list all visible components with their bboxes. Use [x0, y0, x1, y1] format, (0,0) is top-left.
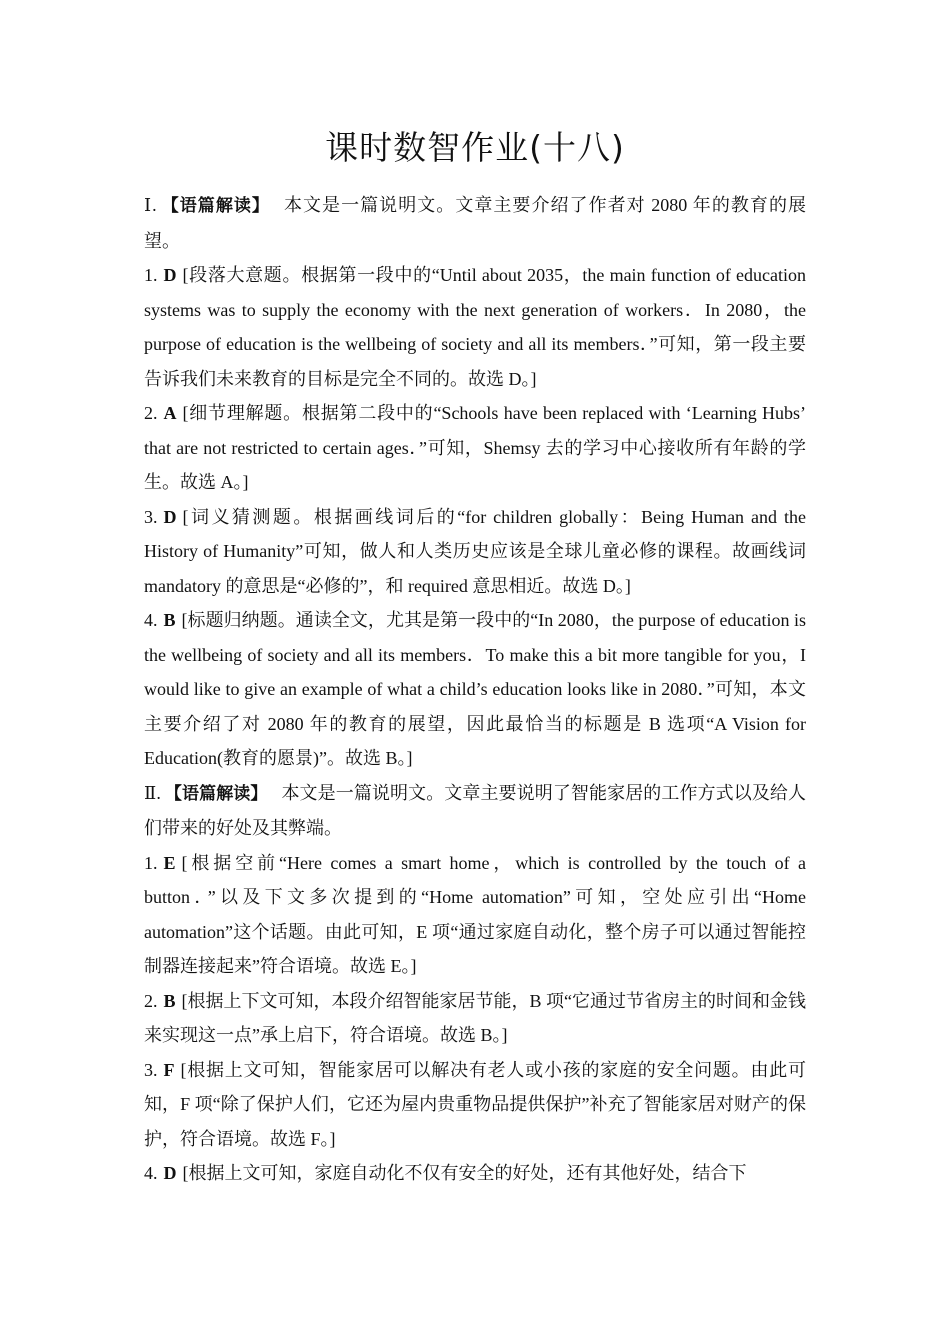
- item-explanation: [词义猜测题。根据画线词后的“for children globally：Being Human and the History of Humanity”可知，做人和人类历史应该是全球儿童必修的课程。故画线词 mandatory 的意思是“必修的”，和 required 意思相近。故选 D。]: [144, 506, 806, 596]
- item-answer: D: [163, 1163, 177, 1183]
- item-number: 3.: [144, 506, 158, 527]
- answer-item: [144, 1156, 806, 1191]
- item-number: 2.: [144, 403, 158, 423]
- item-answer: E: [163, 852, 176, 873]
- item-number: 1.: [144, 852, 158, 873]
- item-number: 2.: [144, 990, 158, 1011]
- section-heading: 【语篇解读】: [160, 196, 270, 216]
- item-explanation: [段落大意题。根据第一段中的“Until about 2035，the main function of education systems was to supply the economy with the next generation of workers．In 2080，the purpose of education is the wellbeing of society and all its members．”可知，第一段主要告诉我们未来教育的目标是完全不同的。故选 D。]: [144, 265, 806, 389]
- item-answer: D: [163, 265, 177, 285]
- item-explanation: [根据上文可知，家庭自动化不仅有安全的好处，还有其他好处，结合下: [182, 1163, 747, 1183]
- section-intro: [144, 188, 806, 258]
- item-answer: B: [163, 610, 176, 630]
- section-2: [144, 776, 806, 1191]
- answer-item: [144, 603, 806, 776]
- section-heading: 【语篇解读】: [164, 783, 268, 804]
- item-answer: F: [163, 1059, 175, 1080]
- item-answer: B: [163, 990, 176, 1011]
- item-answer: A: [163, 403, 177, 423]
- section-number: Ⅱ.: [144, 782, 161, 803]
- item-explanation: [根据空前“Here comes a smart home，which is controlled by the touch of a button．”以及下文多次提到的“Home automation”可知，空处应引出“Home automation”这个话题。由此可知，E 项“通过家庭自动化，整个房子可以通过智能控制器连接起来”符合语境。故选 E。]: [144, 852, 806, 976]
- answer-item: [144, 500, 806, 604]
- section-intro: [144, 776, 806, 846]
- item-explanation: [细节理解题。根据第二段中的“Schools have been replaced with ‘Learning Hubs’ that are not restricted to certain ages．”可知，Shemsy 去的学习中心接收所有年龄的学生。故选 A。]: [144, 403, 806, 492]
- page-title: 课时数智作业(十八): [325, 128, 625, 167]
- answer-item: [144, 846, 806, 984]
- item-explanation: [根据上文可知，智能家居可以解决有老人或小孩的家庭的安全问题。由此可知，F 项“除了保护人们，它还为屋内贵重物品提供保护”补充了智能家居对财产的保护，符合语境。故选 F。]: [144, 1059, 806, 1149]
- item-number: 1.: [144, 265, 158, 285]
- answer-item: [144, 1053, 806, 1157]
- item-number: 3.: [144, 1059, 158, 1080]
- section-intro-text: 本文是一篇说明文。文章主要说明了智能家居的工作方式以及给人们带来的好处及其弊端。: [144, 782, 807, 838]
- answer-item: [144, 984, 806, 1053]
- item-explanation: [标题归纳题。通读全文，尤其是第一段中的“In 2080，the purpose of education is the wellbeing of society and all its members．To make this a bit more tangible for you，I would like to give an example of what a child’s education looks like in 2080．”可知，本文主要介绍了对 2080 年的教育的展望，因此最恰当的标题是 B 选项“A Vision for Education(教育的愿景)”。故选 B。]: [144, 610, 806, 768]
- item-answer: D: [163, 506, 177, 527]
- item-explanation: [根据上下文可知，本段介绍智能家居节能，B 项“它通过节省房主的时间和金钱来实现这一点”承上启下，符合语境。故选 B。]: [144, 990, 807, 1045]
- section-1: [144, 188, 806, 776]
- item-number: 4.: [144, 610, 158, 630]
- section-number: Ⅰ.: [144, 195, 157, 215]
- answer-item: [144, 396, 806, 500]
- item-number: 4.: [144, 1163, 158, 1183]
- section-intro-text: 本文是一篇说明文。文章主要介绍了作者对 2080 年的教育的展望。: [144, 195, 807, 251]
- document-page: [144, 122, 806, 1191]
- answer-item: [144, 258, 806, 396]
